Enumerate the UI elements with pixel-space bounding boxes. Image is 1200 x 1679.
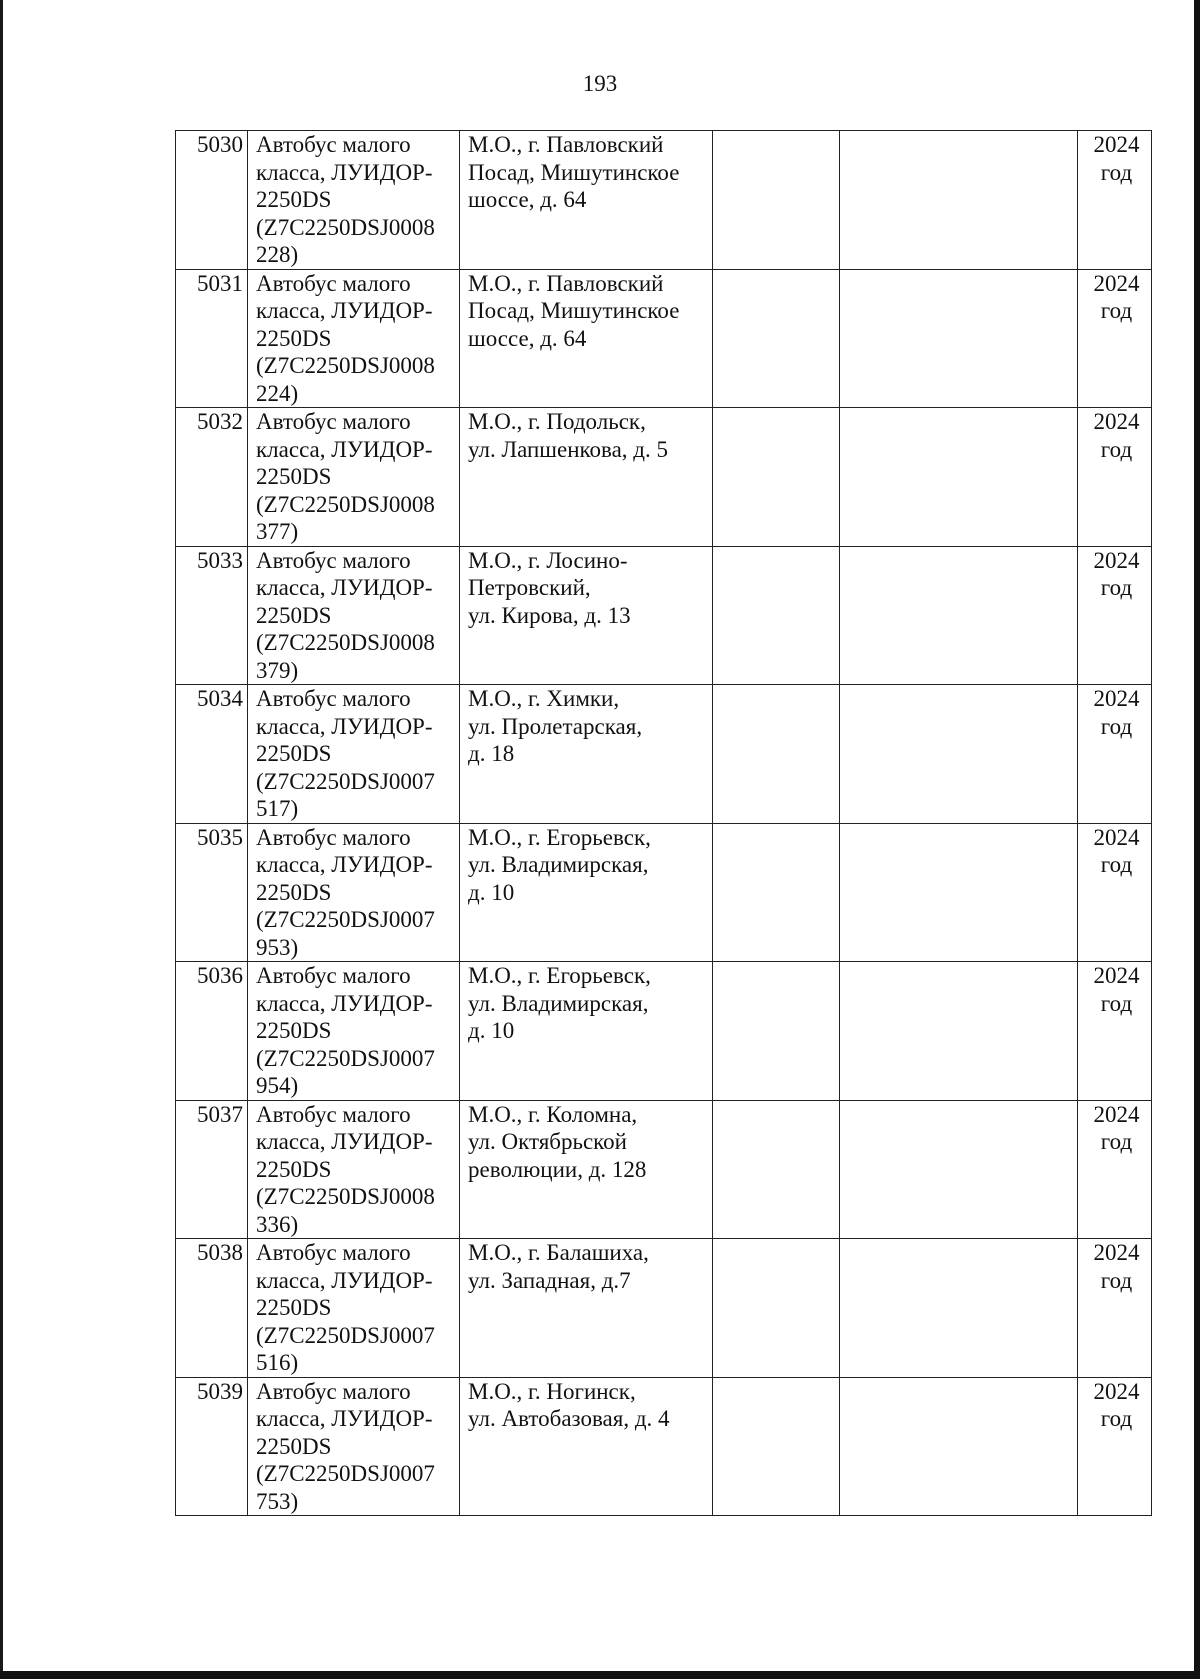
row-number-cell: 5032 xyxy=(176,408,248,547)
empty-cell-4 xyxy=(713,269,840,408)
table-row xyxy=(176,1377,1152,1516)
address-cell: М.О., г. Коломна, ул. Октябрьской революции, д. 128 xyxy=(460,1100,713,1239)
vehicle-name-cell: Автобус малого класса, ЛУИДОР- 2250DS (Z7C2250DSJ0008 224) xyxy=(248,269,460,408)
empty-cell-4 xyxy=(713,823,840,962)
vehicle-name-cell: Автобус малого класса, ЛУИДОР- 2250DS (Z7C2250DSJ0008 377) xyxy=(248,408,460,547)
table-row xyxy=(176,962,1152,1101)
year-cell: 2024 год xyxy=(1078,1239,1152,1378)
empty-cell-4 xyxy=(713,408,840,547)
empty-cell-4 xyxy=(713,1100,840,1239)
year-cell: 2024 год xyxy=(1078,546,1152,685)
address-cell: М.О., г. Павловский Посад, Мишутинское шоссе, д. 64 xyxy=(460,269,713,408)
vehicle-name-cell: Автобус малого класса, ЛУИДОР- 2250DS (Z7C2250DSJ0007 517) xyxy=(248,685,460,824)
page-number: 193 xyxy=(582,71,618,96)
year-cell: 2024 год xyxy=(1078,1377,1152,1516)
table-row xyxy=(176,546,1152,685)
address-cell: М.О., г. Ногинск, ул. Автобазовая, д. 4 xyxy=(460,1377,713,1516)
address-cell: М.О., г. Павловский Посад, Мишутинское шоссе, д. 64 xyxy=(460,131,713,270)
vehicle-name-cell: Автобус малого класса, ЛУИДОР- 2250DS (Z7C2250DSJ0008 379) xyxy=(248,546,460,685)
vehicle-register-table xyxy=(175,130,1152,1516)
address-cell: М.О., г. Егорьевск, ул. Владимирская, д. 10 xyxy=(460,962,713,1101)
empty-cell-4 xyxy=(713,546,840,685)
scan-edge-bottom xyxy=(0,1671,1200,1679)
vehicle-name-cell: Автобус малого класса, ЛУИДОР- 2250DS (Z7C2250DSJ0007 753) xyxy=(248,1377,460,1516)
empty-cell-5 xyxy=(840,823,1078,962)
empty-cell-5 xyxy=(840,1100,1078,1239)
empty-cell-5 xyxy=(840,1239,1078,1378)
empty-cell-5 xyxy=(840,546,1078,685)
register-table-body xyxy=(176,131,1152,1516)
row-number-cell: 5037 xyxy=(176,1100,248,1239)
table-row xyxy=(176,685,1152,824)
year-cell: 2024 год xyxy=(1078,408,1152,547)
row-number-cell: 5039 xyxy=(176,1377,248,1516)
address-cell: М.О., г. Балашиха, ул. Западная, д.7 xyxy=(460,1239,713,1378)
vehicle-name-cell: Автобус малого класса, ЛУИДОР- 2250DS (Z7C2250DSJ0008 336) xyxy=(248,1100,460,1239)
table-row xyxy=(176,823,1152,962)
empty-cell-5 xyxy=(840,131,1078,270)
row-number-cell: 5035 xyxy=(176,823,248,962)
empty-cell-4 xyxy=(713,1239,840,1378)
scan-edge-right xyxy=(1194,0,1200,1679)
empty-cell-4 xyxy=(713,962,840,1101)
empty-cell-5 xyxy=(840,685,1078,824)
table-row xyxy=(176,408,1152,547)
table-row xyxy=(176,131,1152,270)
year-cell: 2024 год xyxy=(1078,962,1152,1101)
year-cell: 2024 год xyxy=(1078,131,1152,270)
row-number-cell: 5033 xyxy=(176,546,248,685)
scan-edge-left xyxy=(0,0,3,1679)
address-cell: М.О., г. Егорьевск, ул. Владимирская, д. 10 xyxy=(460,823,713,962)
vehicle-name-cell: Автобус малого класса, ЛУИДОР- 2250DS (Z7C2250DSJ0008 228) xyxy=(248,131,460,270)
address-cell: М.О., г. Подольск, ул. Лапшенкова, д. 5 xyxy=(460,408,713,547)
table-row xyxy=(176,1239,1152,1378)
empty-cell-5 xyxy=(840,962,1078,1101)
row-number-cell: 5031 xyxy=(176,269,248,408)
empty-cell-4 xyxy=(713,131,840,270)
year-cell: 2024 год xyxy=(1078,1100,1152,1239)
empty-cell-4 xyxy=(713,685,840,824)
row-number-cell: 5036 xyxy=(176,962,248,1101)
empty-cell-5 xyxy=(840,408,1078,547)
vehicle-name-cell: Автобус малого класса, ЛУИДОР- 2250DS (Z7C2250DSJ0007 953) xyxy=(248,823,460,962)
year-cell: 2024 год xyxy=(1078,685,1152,824)
row-number-cell: 5034 xyxy=(176,685,248,824)
address-cell: М.О., г. Лосино- Петровский, ул. Кирова, д. 13 xyxy=(460,546,713,685)
vehicle-name-cell: Автобус малого класса, ЛУИДОР- 2250DS (Z7C2250DSJ0007 954) xyxy=(248,962,460,1101)
year-cell: 2024 год xyxy=(1078,823,1152,962)
row-number-cell: 5038 xyxy=(176,1239,248,1378)
table-row xyxy=(176,1100,1152,1239)
address-cell: М.О., г. Химки, ул. Пролетарская, д. 18 xyxy=(460,685,713,824)
empty-cell-5 xyxy=(840,1377,1078,1516)
year-cell: 2024 год xyxy=(1078,269,1152,408)
empty-cell-5 xyxy=(840,269,1078,408)
table-row xyxy=(176,269,1152,408)
row-number-cell: 5030 xyxy=(176,131,248,270)
vehicle-name-cell: Автобус малого класса, ЛУИДОР- 2250DS (Z7C2250DSJ0007 516) xyxy=(248,1239,460,1378)
empty-cell-4 xyxy=(713,1377,840,1516)
